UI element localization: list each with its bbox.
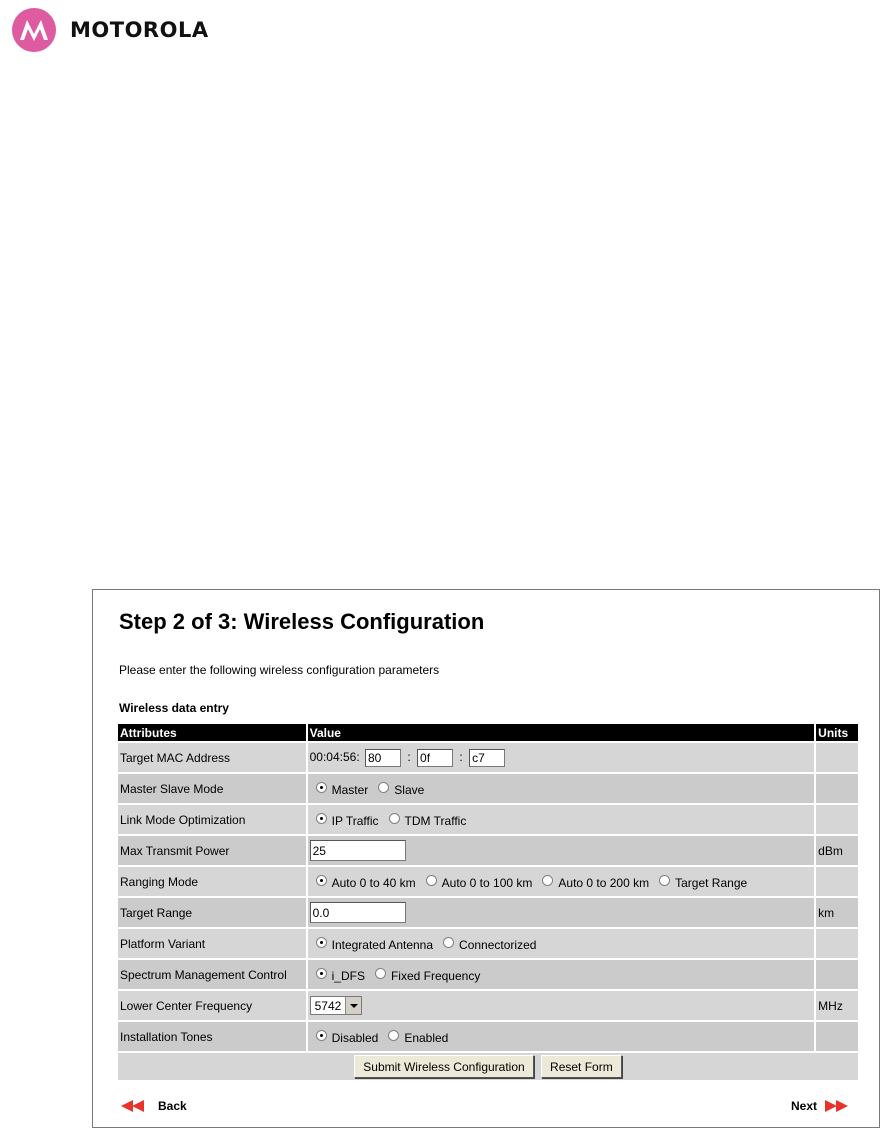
slave-radio-label: Slave bbox=[394, 783, 425, 798]
table-row bbox=[118, 743, 858, 772]
header-value: Value bbox=[308, 724, 815, 741]
motorola-logo-icon bbox=[12, 8, 56, 52]
wireless-config-table bbox=[116, 722, 860, 1082]
table-row bbox=[118, 1022, 858, 1051]
row-unit bbox=[816, 805, 858, 834]
i-dfs-radio-label: i_DFS bbox=[331, 969, 365, 984]
reset-form-button[interactable]: Reset Form bbox=[541, 1055, 622, 1078]
master-radio[interactable] bbox=[316, 782, 327, 793]
mac-separator: : bbox=[459, 749, 463, 764]
lower-center-frequency-select[interactable] bbox=[310, 996, 363, 1015]
auto-40km-radio-label: Auto 0 to 40 km bbox=[331, 876, 416, 891]
i-dfs-radio[interactable] bbox=[316, 968, 327, 979]
table-row bbox=[118, 991, 858, 1020]
row-label: Lower Center Frequency bbox=[118, 991, 306, 1020]
mac-separator: : bbox=[407, 749, 411, 764]
row-label: Ranging Mode bbox=[118, 867, 306, 896]
form-buttons-row bbox=[118, 1053, 858, 1080]
row-unit bbox=[816, 1022, 858, 1051]
submit-wireless-configuration-button[interactable]: Submit Wireless Configuration bbox=[354, 1055, 533, 1078]
tdm-traffic-radio[interactable] bbox=[389, 813, 400, 824]
row-unit: dBm bbox=[816, 836, 858, 865]
fixed-frequency-radio[interactable] bbox=[375, 968, 386, 979]
master-slave-radio-group bbox=[310, 781, 435, 798]
ip-traffic-radio-label: IP Traffic bbox=[331, 814, 379, 829]
header-units: Units bbox=[816, 724, 858, 741]
max-transmit-power-input[interactable] bbox=[310, 840, 406, 861]
connectorized-radio-label: Connectorized bbox=[459, 938, 537, 953]
mac-octet-3-input[interactable] bbox=[469, 749, 505, 767]
ranging-mode-radio-group bbox=[310, 874, 748, 891]
table-row bbox=[118, 929, 858, 958]
row-label: Target MAC Address bbox=[118, 743, 306, 772]
slave-radio[interactable] bbox=[378, 782, 389, 793]
row-label: Max Transmit Power bbox=[118, 836, 306, 865]
auto-100km-radio-label: Auto 0 to 100 km bbox=[441, 876, 533, 891]
row-label: Platform Variant bbox=[118, 929, 306, 958]
row-unit: MHz bbox=[816, 991, 858, 1020]
brand-logo bbox=[12, 8, 209, 52]
select-value: 5742 bbox=[314, 998, 342, 1013]
tones-enabled-radio-label: Enabled bbox=[404, 1031, 449, 1046]
mac-octet-1-input[interactable] bbox=[365, 749, 401, 767]
table-row bbox=[118, 960, 858, 989]
row-unit bbox=[816, 774, 858, 803]
next-arrow-icon bbox=[825, 1100, 854, 1112]
auto-40km-radio[interactable] bbox=[316, 875, 327, 886]
table-row bbox=[118, 805, 858, 834]
row-label: Target Range bbox=[118, 898, 306, 927]
row-unit: km bbox=[816, 898, 858, 927]
target-range-input[interactable] bbox=[310, 902, 406, 923]
intro-text: Please enter the following wireless configuration parameters bbox=[119, 663, 440, 677]
mac-address-cell bbox=[308, 743, 815, 772]
platform-variant-radio-group bbox=[310, 936, 547, 953]
table-header-row bbox=[118, 724, 858, 741]
auto-200km-radio[interactable] bbox=[542, 875, 553, 886]
link-mode-radio-group bbox=[310, 812, 477, 829]
tones-enabled-radio[interactable] bbox=[388, 1030, 399, 1041]
mac-prefix: 00:04:56: bbox=[309, 749, 360, 764]
row-label: Spectrum Management Control bbox=[118, 960, 306, 989]
row-unit bbox=[816, 929, 858, 958]
back-arrow-icon bbox=[121, 1100, 150, 1112]
row-label: Installation Tones bbox=[118, 1022, 306, 1051]
table-row bbox=[118, 867, 858, 896]
auto-100km-radio[interactable] bbox=[426, 875, 437, 886]
row-unit bbox=[816, 960, 858, 989]
row-label: Link Mode Optimization bbox=[118, 805, 306, 834]
tdm-traffic-radio-label: TDM Traffic bbox=[404, 814, 467, 829]
tones-disabled-radio-label: Disabled bbox=[331, 1031, 379, 1046]
section-title: Wireless data entry bbox=[119, 701, 229, 715]
next-label: Next bbox=[790, 1099, 817, 1113]
ip-traffic-radio[interactable] bbox=[316, 813, 327, 824]
brand-name: MOTOROLA bbox=[70, 18, 209, 42]
wireless-config-panel bbox=[92, 589, 880, 1128]
page-title: Step 2 of 3: Wireless Configuration bbox=[119, 609, 485, 634]
master-radio-label: Master bbox=[331, 783, 369, 798]
header-attributes: Attributes bbox=[118, 724, 306, 741]
table-row bbox=[118, 836, 858, 865]
target-range-radio[interactable] bbox=[659, 875, 670, 886]
row-label: Master Slave Mode bbox=[118, 774, 306, 803]
integrated-antenna-radio[interactable] bbox=[316, 937, 327, 948]
back-label: Back bbox=[158, 1099, 187, 1113]
fixed-frequency-radio-label: Fixed Frequency bbox=[390, 969, 481, 984]
installation-tones-radio-group bbox=[310, 1029, 459, 1046]
chevron-down-icon[interactable] bbox=[345, 997, 361, 1014]
connectorized-radio[interactable] bbox=[443, 937, 454, 948]
tones-disabled-radio[interactable] bbox=[316, 1030, 327, 1041]
table-row bbox=[118, 774, 858, 803]
next-link[interactable] bbox=[791, 1099, 854, 1113]
table-row bbox=[118, 898, 858, 927]
mac-octet-2-input[interactable] bbox=[417, 749, 453, 767]
back-link[interactable] bbox=[121, 1099, 187, 1113]
row-unit bbox=[816, 867, 858, 896]
auto-200km-radio-label: Auto 0 to 200 km bbox=[558, 876, 650, 891]
row-unit bbox=[816, 743, 858, 772]
target-range-radio-label: Target Range bbox=[675, 876, 748, 891]
integrated-antenna-radio-label: Integrated Antenna bbox=[331, 938, 434, 953]
spectrum-mgmt-radio-group bbox=[310, 967, 491, 984]
